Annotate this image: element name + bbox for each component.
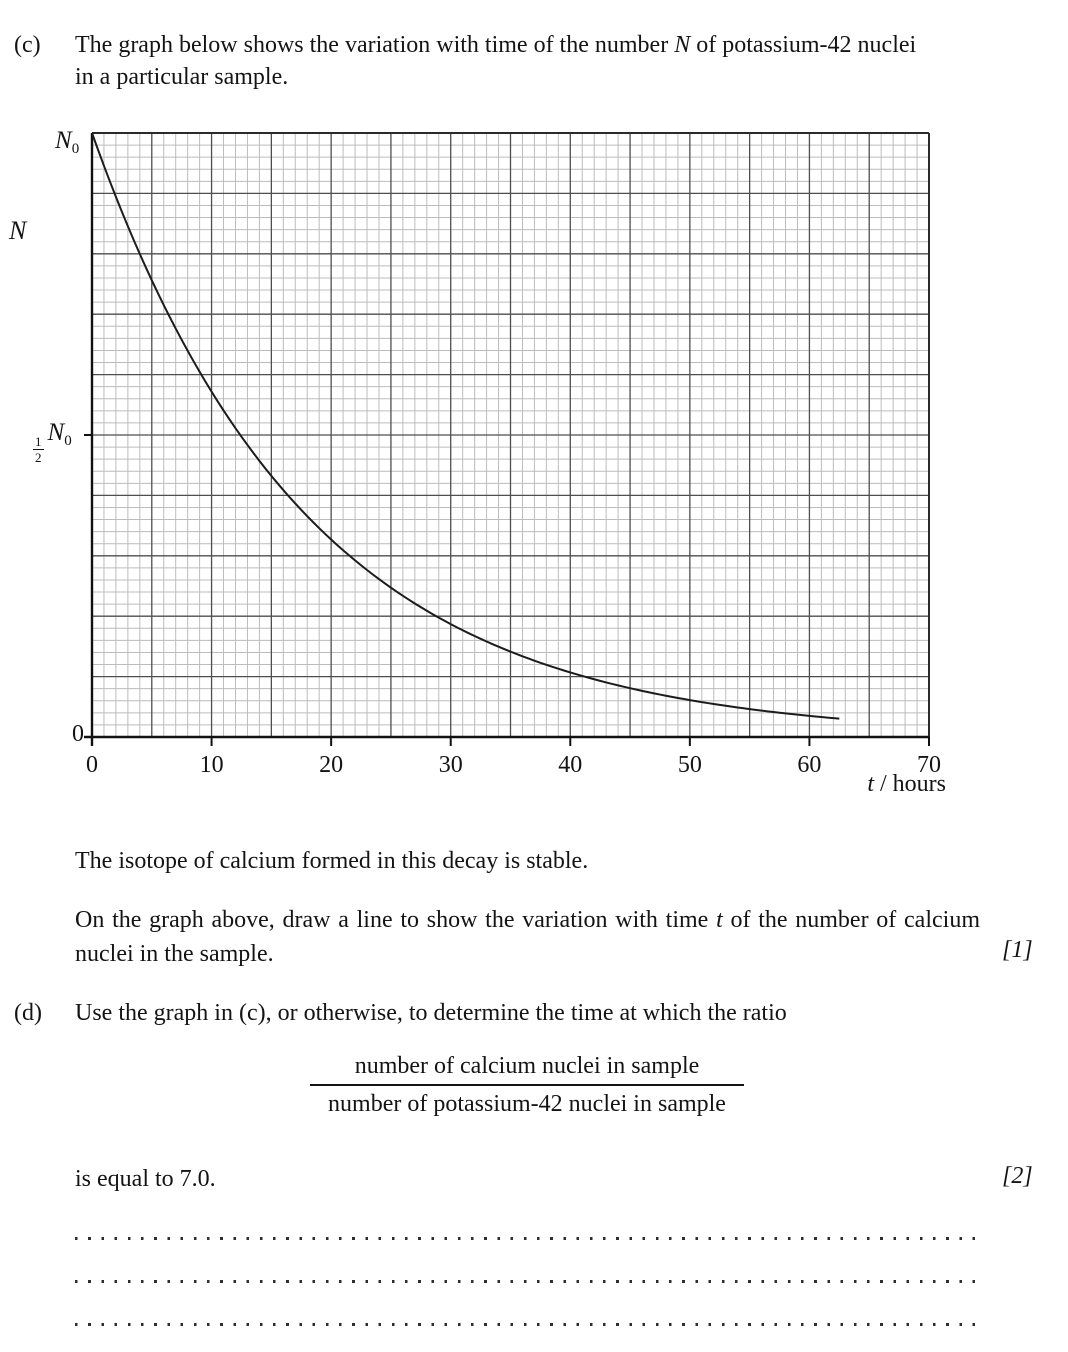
x-axis-tick-label: 50 bbox=[677, 752, 702, 778]
half-n0-var: N bbox=[47, 419, 65, 446]
draw-line-instruction: On the graph above, draw a line to show the variation with time t of the number of calcium nuclei in the sample. bbox=[75, 907, 980, 967]
answer-dotted-line bbox=[75, 1280, 976, 1283]
y-axis-label-n0 bbox=[55, 127, 79, 155]
n0-sub: 0 bbox=[71, 141, 80, 157]
decay-curve bbox=[92, 133, 839, 719]
x-axis-tick-label: 70 bbox=[917, 752, 941, 778]
part-c-label: (c) bbox=[14, 32, 41, 58]
answer-dotted-line bbox=[75, 1237, 976, 1240]
x-axis-title bbox=[780, 771, 946, 798]
x-axis-title-units: / hours bbox=[874, 771, 946, 797]
part-c-intro-text2: of potassium-42 nuclei bbox=[690, 32, 917, 58]
marks-2-badge: [2] bbox=[1002, 1163, 1033, 1189]
part-c-intro-text: The graph below shows the variation with time of the number bbox=[75, 32, 675, 58]
ratio-fraction bbox=[310, 1053, 744, 1118]
answer-lines bbox=[0, 1237, 1068, 1337]
answer-dotted-line bbox=[75, 1323, 976, 1326]
part-c-intro-line2: in a particular sample. bbox=[75, 64, 289, 90]
variable-N: N bbox=[674, 32, 691, 58]
marks-1-badge: [1] bbox=[1002, 937, 1033, 963]
x-axis-tick-label: 20 bbox=[319, 752, 344, 778]
part-d-label: (d) bbox=[14, 1000, 42, 1026]
n0-var: N bbox=[55, 127, 72, 154]
half-n0-sub: 0 bbox=[64, 433, 72, 449]
x-axis-tick-label: 10 bbox=[199, 752, 224, 778]
y-axis-label-half-n0 bbox=[33, 419, 72, 464]
fraction-denominator: number of potassium-42 nuclei in sample bbox=[310, 1084, 744, 1118]
fraction-numerator: number of calcium nuclei in sample bbox=[354, 1053, 700, 1079]
variable-t: t bbox=[716, 907, 723, 933]
x-axis-tick-label: 30 bbox=[438, 752, 463, 778]
x-axis-title-var: t bbox=[867, 771, 874, 797]
stable-note: The isotope of calcium formed in this decay is stable. bbox=[75, 848, 589, 874]
y-axis-title: N bbox=[9, 216, 27, 245]
x-axis-tick-label: 0 bbox=[86, 752, 98, 778]
is-equal-text: is equal to 7.0. bbox=[75, 1166, 216, 1192]
x-axis-tick-label: 60 bbox=[797, 752, 822, 778]
y-axis-label-zero: 0 bbox=[72, 721, 84, 747]
x-axis-tick-label: 40 bbox=[558, 752, 583, 778]
one-half-fraction: $\frac{1}{2}$ bbox=[35, 434, 42, 465]
part-d-intro: Use the graph in (c), or otherwise, to determine the time at which the ratio bbox=[75, 1000, 787, 1026]
